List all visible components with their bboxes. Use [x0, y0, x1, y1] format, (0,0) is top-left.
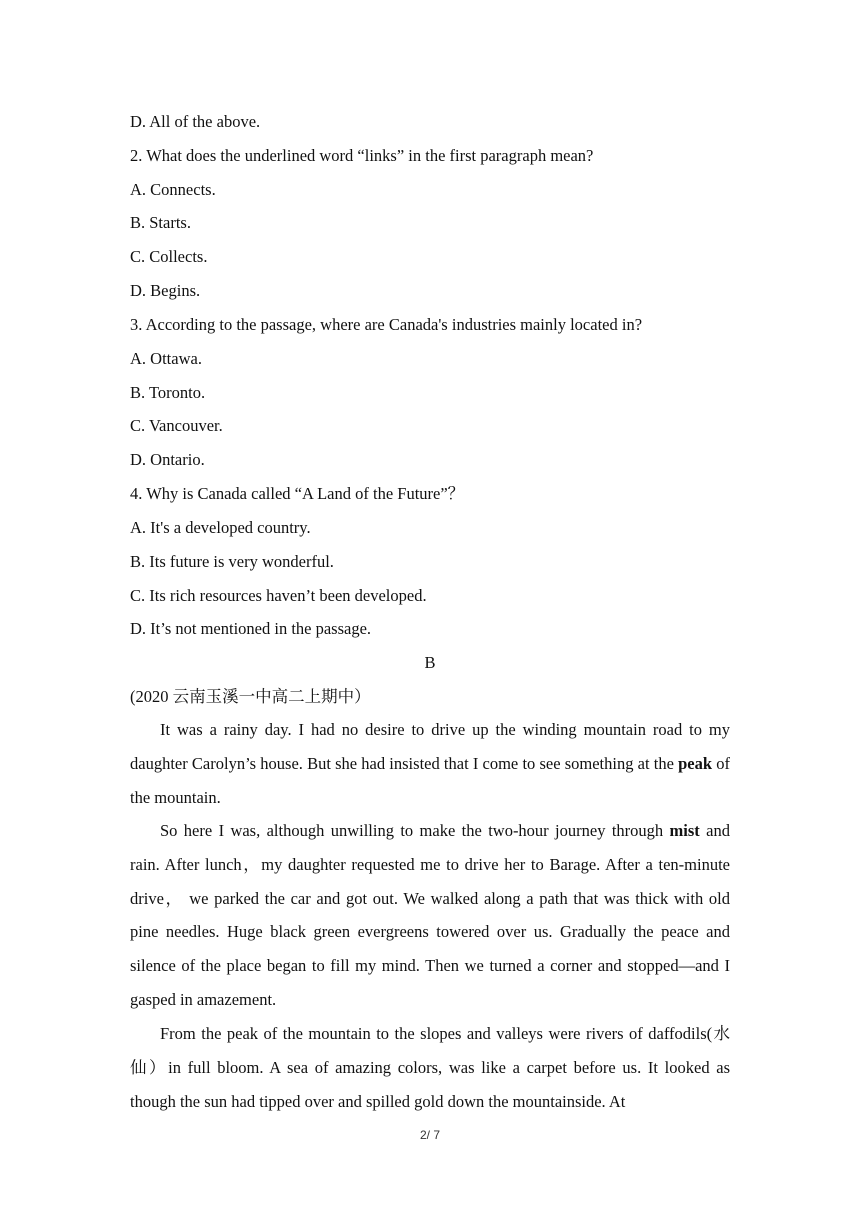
q2-option-a: A. Connects.	[130, 180, 216, 199]
q1-option-d: D. All of the above.	[130, 112, 261, 131]
p1-text-before: It was a rainy day. I had no desire to drive up the winding mountain road to my daughter Carolyn’s house. But she had insisted that I come to see something at the	[130, 720, 730, 773]
source-note: (2020 云南玉溪一中高二上期中）	[130, 687, 371, 706]
passage-paragraph-3: From the peak of the mountain to the slopes and valleys were rivers of daffodils(水仙）in full bloom. A sea of amazing colors, was like a carpet before us. It looked as though the sun had tipped over and spilled gold down the mountainside. At	[130, 1024, 730, 1111]
q2-option-d: D. Begins.	[130, 281, 201, 300]
q4-option-c: C. Its rich resources haven’t been developed.	[130, 586, 427, 605]
q4-option-b: B. Its future is very wonderful.	[130, 552, 334, 571]
question-3: 3. According to the passage, where are Canada's industries mainly located in?	[130, 315, 643, 334]
keyword-peak: peak	[678, 753, 713, 773]
q3-option-a: A. Ottawa.	[130, 349, 202, 368]
p1-text-after: of the mountain.	[130, 753, 730, 807]
page-number: 2/ 7	[419, 1128, 440, 1142]
q3-option-d: D. Ontario.	[130, 450, 205, 469]
keyword-mist: mist	[669, 821, 700, 840]
q2-option-b: B. Starts.	[130, 213, 191, 232]
q4-option-d: D. It’s not mentioned in the passage.	[130, 619, 372, 638]
question-4: 4. Why is Canada called “A Land of the Future”？	[130, 484, 465, 503]
q2-option-c: C. Collects.	[130, 247, 208, 266]
q3-option-c: C. Vancouver.	[130, 416, 223, 435]
p2-text-after: and rain. After lunch，my daughter requested me to drive her to Barage. After a ten-minute drive， we parked the car and got out. We walked along a path that was thick with old pine needles. Huge black green evergreens towered over us. Gradually the peace and silence of the place began to fill my mind. Then we turned a corner and stopped—and I gasped in amazement.	[130, 821, 730, 1009]
q3-option-b: B. Toronto.	[130, 383, 206, 402]
q4-option-a: A. It's a developed country.	[130, 518, 311, 537]
p2-text-before: So here I was, although unwilling to make the two-hour journey through	[160, 821, 670, 840]
passage-paragraph-1	[130, 713, 730, 814]
section-label: B	[424, 653, 436, 672]
passage-paragraph-2	[130, 814, 730, 1017]
question-2: 2. What does the underlined word “links” in the first paragraph mean?	[130, 146, 594, 165]
